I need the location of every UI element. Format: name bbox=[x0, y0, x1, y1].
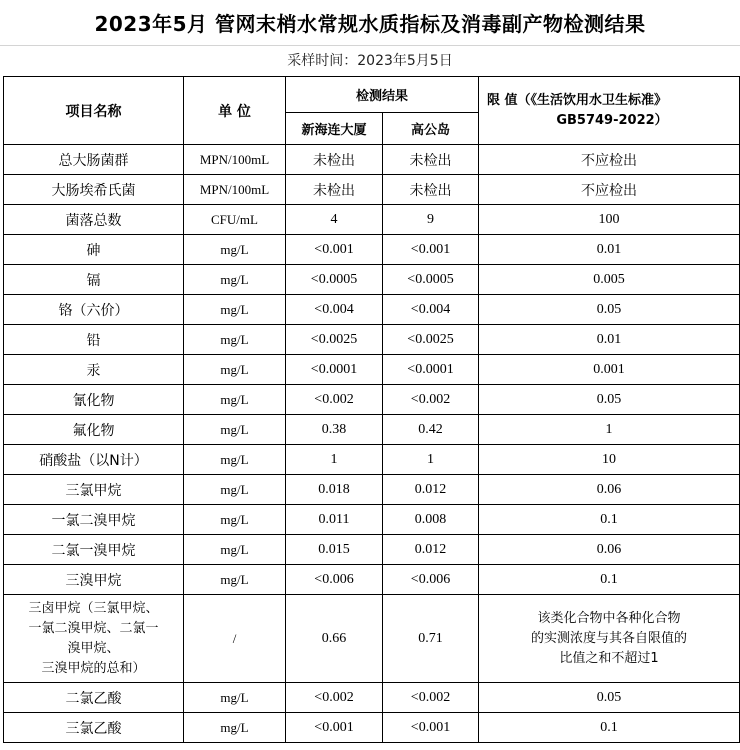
unit-cell: mg/L bbox=[184, 713, 286, 743]
limit-line: 的实测浓度与其各自限值的 bbox=[531, 630, 688, 646]
item-cell: 镉 bbox=[4, 265, 184, 295]
result-site-1-cell: <0.004 bbox=[286, 295, 383, 325]
item-cell bbox=[4, 595, 184, 683]
item-line: 三卤甲烷（三氯甲烷、 bbox=[28, 600, 159, 616]
unit-cell: mg/L bbox=[184, 445, 286, 475]
item-cell: 氰化物 bbox=[4, 385, 184, 415]
unit-cell: mg/L bbox=[184, 265, 286, 295]
limit-cell: 0.05 bbox=[479, 295, 740, 325]
table-row-trihalomethanes bbox=[4, 595, 740, 683]
table-row bbox=[4, 325, 740, 355]
result-site-1-cell: <0.001 bbox=[286, 713, 383, 743]
limit-cell bbox=[479, 595, 740, 683]
table-row bbox=[4, 265, 740, 295]
result-site-2-cell: <0.004 bbox=[383, 295, 479, 325]
unit-cell: mg/L bbox=[184, 385, 286, 415]
result-site-2-cell: 未检出 bbox=[383, 145, 479, 175]
unit-cell: mg/L bbox=[184, 683, 286, 713]
unit-cell: CFU/mL bbox=[184, 205, 286, 235]
limit-cell: 不应检出 bbox=[479, 175, 740, 205]
result-site-2-cell: <0.001 bbox=[383, 235, 479, 265]
limit-cell: 0.1 bbox=[479, 713, 740, 743]
header-limit-line2: GB5749-2022） bbox=[556, 112, 668, 128]
unit-cell: mg/L bbox=[184, 565, 286, 595]
item-cell: 三氯乙酸 bbox=[4, 713, 184, 743]
result-site-2-cell: <0.0025 bbox=[383, 325, 479, 355]
limit-cell: 0.1 bbox=[479, 505, 740, 535]
item-cell: 二氯乙酸 bbox=[4, 683, 184, 713]
result-site-2-cell: <0.0001 bbox=[383, 355, 479, 385]
header-item: 项目名称 bbox=[4, 77, 184, 145]
header-limit bbox=[479, 77, 740, 145]
result-site-1-cell: 4 bbox=[286, 205, 383, 235]
table-row bbox=[4, 713, 740, 743]
result-site-1-cell: <0.002 bbox=[286, 385, 383, 415]
result-site-1-cell: 0.018 bbox=[286, 475, 383, 505]
table-row bbox=[4, 505, 740, 535]
limit-cell: 0.05 bbox=[479, 683, 740, 713]
result-site-1-cell: <0.0025 bbox=[286, 325, 383, 355]
header-result: 检测结果 bbox=[286, 77, 479, 113]
item-cell: 硝酸盐（以N计） bbox=[4, 445, 184, 475]
result-site-1-cell: <0.002 bbox=[286, 683, 383, 713]
table-row bbox=[4, 535, 740, 565]
item-cell: 三氯甲烷 bbox=[4, 475, 184, 505]
result-site-1-cell: <0.0005 bbox=[286, 265, 383, 295]
unit-cell: mg/L bbox=[184, 535, 286, 565]
item-cell: 大肠埃希氏菌 bbox=[4, 175, 184, 205]
table-row bbox=[4, 415, 740, 445]
unit-cell: / bbox=[184, 595, 286, 683]
result-site-1-cell: 0.011 bbox=[286, 505, 383, 535]
sampling-date: 采样时间：2023年5月5日 bbox=[287, 53, 453, 69]
table-row bbox=[4, 445, 740, 475]
header-limit-line1: 限 值（《生活饮用水卫生标准》 bbox=[487, 92, 668, 108]
item-cell: 二氯一溴甲烷 bbox=[4, 535, 184, 565]
unit-cell: mg/L bbox=[184, 355, 286, 385]
table-row bbox=[4, 355, 740, 385]
unit-cell: mg/L bbox=[184, 295, 286, 325]
table-row bbox=[4, 565, 740, 595]
limit-cell: 0.005 bbox=[479, 265, 740, 295]
result-site-2-cell: <0.002 bbox=[383, 385, 479, 415]
header-unit: 单 位 bbox=[184, 77, 286, 145]
limit-cell: 0.06 bbox=[479, 535, 740, 565]
result-site-2-cell: 0.42 bbox=[383, 415, 479, 445]
result-site-1-cell: 未检出 bbox=[286, 145, 383, 175]
result-site-2-cell: 0.012 bbox=[383, 475, 479, 505]
result-site-2-cell: 1 bbox=[383, 445, 479, 475]
result-site-2-cell: 9 bbox=[383, 205, 479, 235]
unit-cell: mg/L bbox=[184, 505, 286, 535]
limit-line: 比值之和不超过1 bbox=[559, 650, 659, 666]
limit-cell: 1 bbox=[479, 415, 740, 445]
result-site-1-cell: <0.006 bbox=[286, 565, 383, 595]
limit-cell: 0.01 bbox=[479, 235, 740, 265]
item-cell: 氟化物 bbox=[4, 415, 184, 445]
results-table bbox=[3, 76, 740, 743]
unit-cell: mg/L bbox=[184, 325, 286, 355]
result-site-1-cell: 0.015 bbox=[286, 535, 383, 565]
header-row-1 bbox=[4, 77, 740, 113]
limit-cell: 0.001 bbox=[479, 355, 740, 385]
limit-cell: 0.05 bbox=[479, 385, 740, 415]
item-cell: 菌落总数 bbox=[4, 205, 184, 235]
table-row bbox=[4, 475, 740, 505]
item-cell: 铬（六价） bbox=[4, 295, 184, 325]
limit-cell: 10 bbox=[479, 445, 740, 475]
result-site-2-cell: 0.012 bbox=[383, 535, 479, 565]
result-site-1-cell: <0.001 bbox=[286, 235, 383, 265]
limit-cell: 100 bbox=[479, 205, 740, 235]
table-row bbox=[4, 175, 740, 205]
table-row bbox=[4, 205, 740, 235]
item-line: 一氯二溴甲烷、二氯一 bbox=[28, 620, 159, 636]
unit-cell: MPN/100mL bbox=[184, 145, 286, 175]
unit-cell: mg/L bbox=[184, 235, 286, 265]
table-row bbox=[4, 295, 740, 325]
limit-cell: 0.06 bbox=[479, 475, 740, 505]
item-line: 三溴甲烷的总和） bbox=[41, 660, 146, 676]
result-site-2-cell: 0.71 bbox=[383, 595, 479, 683]
item-cell: 砷 bbox=[4, 235, 184, 265]
result-site-1-cell: 0.38 bbox=[286, 415, 383, 445]
limit-cell: 0.01 bbox=[479, 325, 740, 355]
table-row bbox=[4, 145, 740, 175]
result-site-2-cell: 0.008 bbox=[383, 505, 479, 535]
result-site-2-cell: <0.0005 bbox=[383, 265, 479, 295]
result-site-2-cell: 未检出 bbox=[383, 175, 479, 205]
result-site-1-cell: 1 bbox=[286, 445, 383, 475]
table-row bbox=[4, 235, 740, 265]
limit-line: 该类化合物中各种化合物 bbox=[537, 610, 681, 626]
report-title: 2023年5月 管网末梢水常规水质指标及消毒副产物检测结果 bbox=[0, 0, 740, 46]
item-line: 溴甲烷、 bbox=[67, 640, 120, 656]
result-site-2-cell: <0.006 bbox=[383, 565, 479, 595]
limit-cell: 0.1 bbox=[479, 565, 740, 595]
item-cell: 一氯二溴甲烷 bbox=[4, 505, 184, 535]
header-site-1: 新海连大厦 bbox=[286, 113, 383, 145]
result-site-1-cell: 0.66 bbox=[286, 595, 383, 683]
item-cell: 铅 bbox=[4, 325, 184, 355]
limit-cell: 不应检出 bbox=[479, 145, 740, 175]
table-row bbox=[4, 385, 740, 415]
unit-cell: mg/L bbox=[184, 475, 286, 505]
item-cell: 汞 bbox=[4, 355, 184, 385]
item-cell: 三溴甲烷 bbox=[4, 565, 184, 595]
header-site-2: 高公岛 bbox=[383, 113, 479, 145]
item-cell: 总大肠菌群 bbox=[4, 145, 184, 175]
result-site-1-cell: <0.0001 bbox=[286, 355, 383, 385]
result-site-2-cell: <0.001 bbox=[383, 713, 479, 743]
unit-cell: MPN/100mL bbox=[184, 175, 286, 205]
unit-cell: mg/L bbox=[184, 415, 286, 445]
result-site-2-cell: <0.002 bbox=[383, 683, 479, 713]
table-row bbox=[4, 683, 740, 713]
result-site-1-cell: 未检出 bbox=[286, 175, 383, 205]
